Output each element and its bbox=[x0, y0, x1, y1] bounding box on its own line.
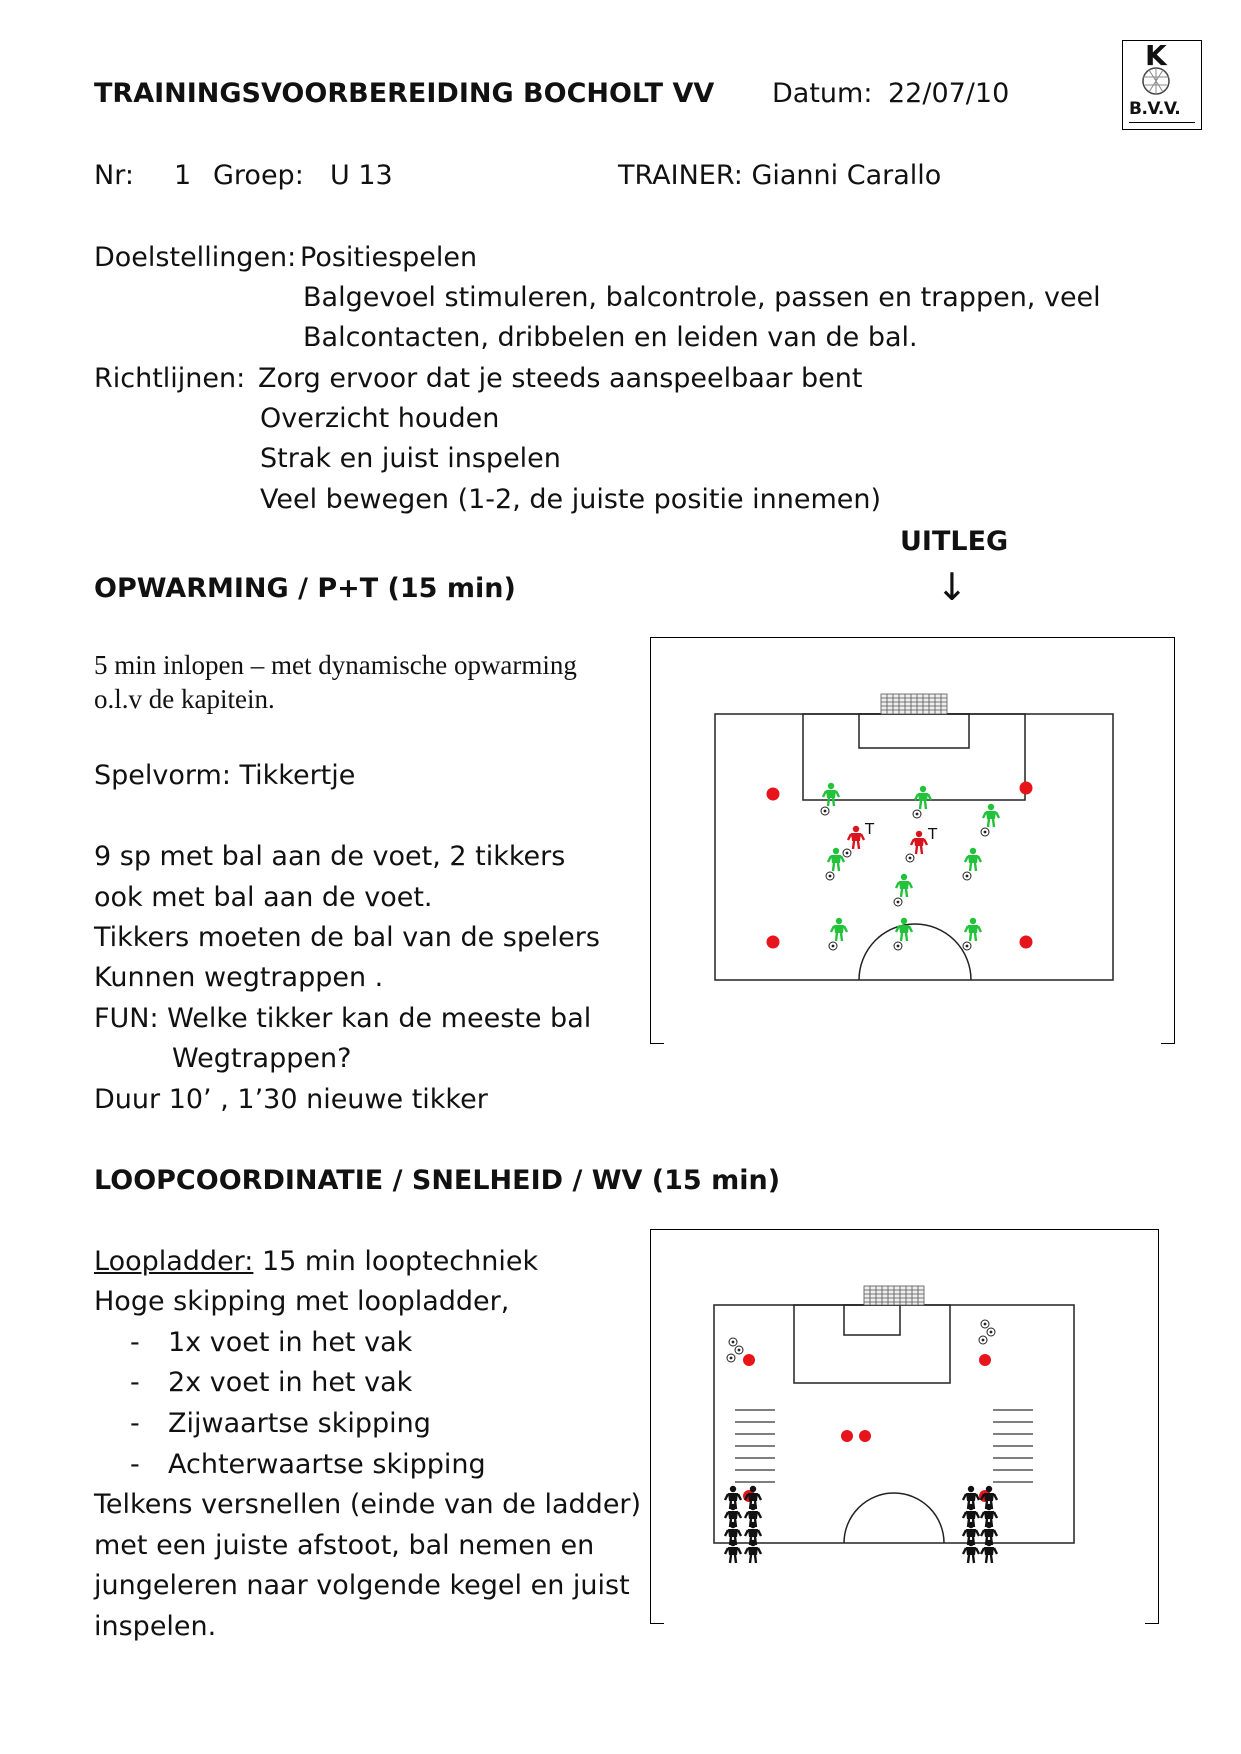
cone-marker bbox=[1020, 936, 1033, 949]
guideline-line: Veel bewegen (1-2, de juiste positie innemen) bbox=[260, 484, 882, 515]
exercise-line: Hoge skipping met loopladder, bbox=[94, 1286, 510, 1317]
exercise-line: ook met bal aan de voet. bbox=[94, 882, 433, 913]
exercise-line: jungeleren naar volgende kegel en juist bbox=[94, 1570, 630, 1601]
document-title: TRAININGSVOORBEREIDING BOCHOLT VV bbox=[94, 78, 715, 109]
tagger-label: T bbox=[865, 820, 875, 838]
bullet-item: 2x voet in het vak bbox=[168, 1367, 413, 1398]
player-green-icon bbox=[831, 918, 847, 941]
ball-icon bbox=[894, 898, 902, 906]
player-green-icon bbox=[983, 804, 999, 827]
guideline-line: Overzicht houden bbox=[260, 403, 500, 434]
objective-line: Positiespelen bbox=[300, 242, 478, 273]
ball-icon bbox=[963, 872, 971, 880]
ladder-line bbox=[94, 1246, 538, 1277]
logo-underline bbox=[1129, 122, 1195, 123]
exercise-line: 9 sp met bal aan de voet, 2 tikkers bbox=[94, 841, 566, 872]
exercise-line: met een juiste afstoot, bal nemen en bbox=[94, 1530, 595, 1561]
group-label: Groep: bbox=[213, 160, 304, 191]
exercise-line: Tikkers moeten de bal van de spelers bbox=[94, 922, 600, 953]
player-green-icon bbox=[896, 874, 912, 897]
cone-marker bbox=[767, 788, 780, 801]
tagger-red-icon bbox=[911, 831, 927, 854]
objective-line: Balgevoel stimuleren, balcontrole, passen en trappen, veel bbox=[303, 282, 1101, 313]
loopladder-label: Loopladder: bbox=[94, 1246, 254, 1277]
ball-icon bbox=[981, 828, 989, 836]
ladder-right bbox=[993, 1410, 1033, 1482]
player-green-icon bbox=[965, 848, 981, 871]
ball-icon bbox=[979, 1336, 987, 1344]
ball-icon bbox=[981, 1320, 989, 1328]
cone-marker bbox=[859, 1430, 871, 1442]
nr-value: 1 bbox=[174, 160, 192, 191]
cone-marker bbox=[979, 1354, 991, 1366]
cone-marker bbox=[767, 936, 780, 949]
bullet-item: Achterwaartse skipping bbox=[168, 1449, 486, 1480]
bullet-item: 1x voet in het vak bbox=[168, 1327, 413, 1358]
cone-marker bbox=[841, 1430, 853, 1442]
ball-icon bbox=[829, 942, 837, 950]
ball-icon bbox=[729, 1338, 737, 1346]
bullet-marker: - bbox=[130, 1367, 140, 1398]
exercise-line: Kunnen wegtrappen . bbox=[94, 962, 384, 993]
down-arrow-icon: ↓ bbox=[936, 565, 968, 609]
ball-icon bbox=[963, 942, 971, 950]
ball-icon bbox=[821, 807, 829, 815]
bullet-marker: - bbox=[130, 1449, 140, 1480]
player-green-icon bbox=[823, 783, 839, 806]
exercise-line: FUN: Welke tikker kan de meeste bal bbox=[94, 1003, 592, 1034]
logo-letter: K bbox=[1145, 39, 1167, 72]
guideline-line: Strak en juist inspelen bbox=[260, 443, 561, 474]
bullet-marker: - bbox=[130, 1408, 140, 1439]
player-green-icon bbox=[965, 918, 981, 941]
logo-text: B.V.V. bbox=[1129, 99, 1181, 119]
section-heading-running: LOOPCOORDINATIE / SNELHEID / WV (15 min) bbox=[94, 1165, 781, 1196]
running-diagram bbox=[650, 1229, 1159, 1624]
exercise-line: inspelen. bbox=[94, 1611, 217, 1642]
player-green-icon bbox=[915, 786, 931, 809]
ball-icon bbox=[987, 1328, 995, 1336]
objective-line: Balcontacten, dribbelen en leiden van de bal. bbox=[303, 322, 918, 353]
ball-icon bbox=[906, 854, 914, 862]
ball-icon bbox=[727, 1354, 735, 1362]
club-logo bbox=[1122, 40, 1202, 130]
objectives-label: Doelstellingen: bbox=[94, 242, 297, 273]
bullet-marker: - bbox=[130, 1327, 140, 1358]
date-value: 22/07/10 bbox=[888, 78, 1010, 109]
warmup-diagram bbox=[650, 637, 1175, 1044]
exercise-line: Telkens versnellen (einde van de ladder) bbox=[94, 1489, 642, 1520]
guideline-line: Zorg ervoor dat je steeds aanspeelbaar bent bbox=[258, 363, 863, 394]
ball-icon bbox=[735, 1346, 743, 1354]
intro-line: 5 min inlopen – met dynamische opwarming bbox=[94, 650, 577, 680]
ball-icon bbox=[826, 872, 834, 880]
tagger-red-icon bbox=[848, 826, 864, 849]
ball-icon bbox=[894, 942, 902, 950]
loopladder-text: 15 min looptechniek bbox=[253, 1246, 539, 1277]
nr-label: Nr: bbox=[94, 160, 134, 191]
section-heading-warmup: OPWARMING / P+T (15 min) bbox=[94, 573, 516, 604]
cone-marker bbox=[1020, 782, 1033, 795]
exercise-line: Wegtrappen? bbox=[172, 1043, 352, 1074]
bullet-item: Zijwaartse skipping bbox=[168, 1408, 431, 1439]
exercise-line: Spelvorm: Tikkertje bbox=[94, 760, 356, 791]
tagger-label: T bbox=[928, 825, 938, 843]
guidelines-label: Richtlijnen: bbox=[94, 363, 246, 394]
player-green-icon bbox=[828, 848, 844, 871]
intro-line: o.l.v de kapitein. bbox=[94, 684, 275, 714]
ball-icon bbox=[843, 849, 851, 857]
player-green-icon bbox=[896, 918, 912, 941]
exercise-line: Duur 10’ , 1’30 nieuwe tikker bbox=[94, 1084, 488, 1115]
trainer: TRAINER: Gianni Carallo bbox=[618, 160, 942, 191]
uitleg-label: UITLEG bbox=[900, 526, 1009, 557]
ball-icon bbox=[913, 810, 921, 818]
cone-marker bbox=[743, 1354, 755, 1366]
date-label: Datum: bbox=[772, 78, 873, 109]
group-value: U 13 bbox=[330, 160, 393, 191]
ladder-left bbox=[735, 1410, 775, 1482]
